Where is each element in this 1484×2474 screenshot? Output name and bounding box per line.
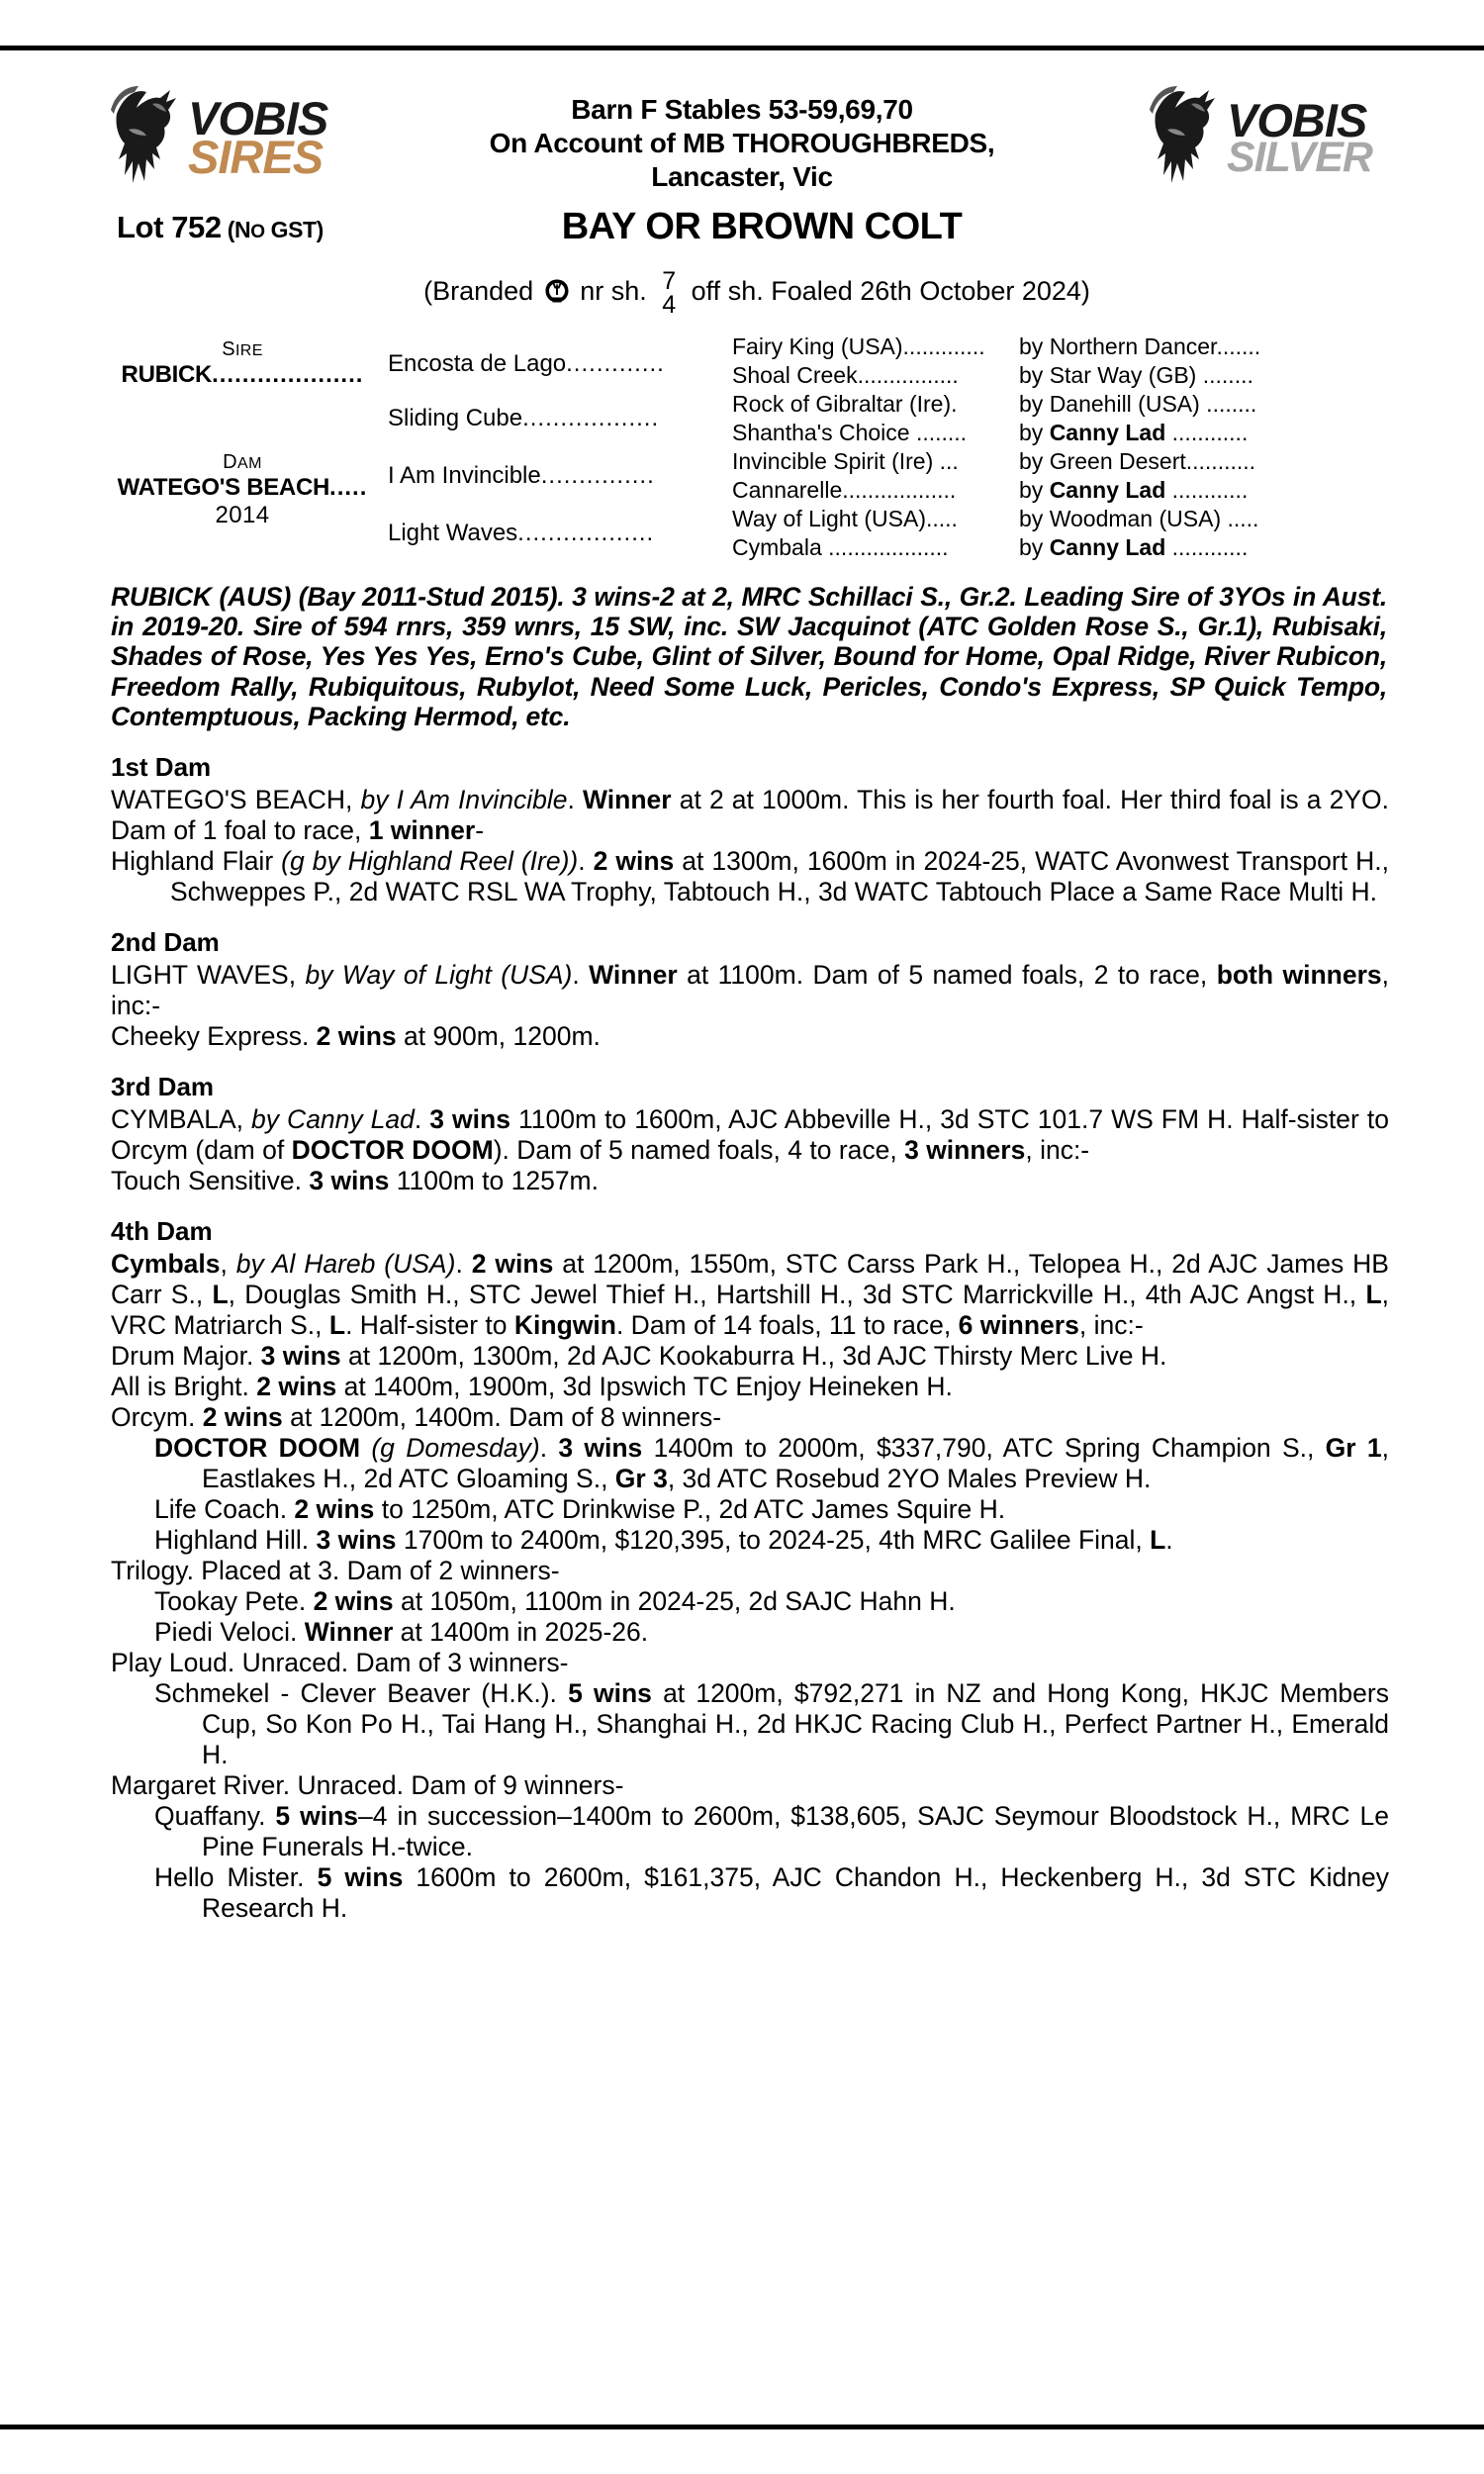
consignor-line-1: Barn F Stables 53-59,69,70 [571,94,913,125]
pedigree-entry: Quaffany. 5 wins–4 in succession–1400m to 2600m, $138,605, SAJC Seymour Bloodstock H., MRC Le Pine Funerals H.-twice. [154,1800,1389,1861]
pedigree-great-grandparent: by Danehill (USA) ........ [1019,390,1257,417]
branded-line [0,269,1484,317]
pedigree-grandparent-name: Cannarelle.................. [732,476,957,503]
vobis-silver-logo [1148,79,1372,198]
pedigree-entry: Cymbals, by Al Hareb (USA). 2 wins at 1200m, 1550m, STC Carss Park H., Telopea H., 2d AJC James HB Carr S., L, Douglas Smith H., STC Jewel Thief H., Hartshill H., 3d STC Marrickville H., 4th AJC Angst H., L, VRC Matriarch S., L. Half-sister to Kingwin. Dam of 14 foals, 11 to race, 6 winners, inc:- [111,1248,1389,1340]
sire-block [109,338,376,389]
pedigree-grandparent-name: Fairy King (USA)............. [732,333,985,359]
dam-section-heading: 4th Dam [111,1215,213,1246]
pedigree-grandparent-name: Invincible Spirit (Ire) ... [732,447,959,474]
sire-summary-paragraph: RUBICK (AUS) (Bay 2011-Stud 2015). 3 wins-2 at 2, MRC Schillaci S., Gr.2. Leading Sire of 3YOs in Aust. in 2019-20. Sire of 594 rnrs, 359 wnrs, 15 SW, inc. SW Jacquinot (ATC Golden Rose S., Gr.1), Rubisaki, Shades of Rose, Yes Yes Yes, Erno's Cube, Glint of Silver, Bound for Home, Opal Ridge, River Rubicon, Freedom Rally, Rubiquitous, Rubylot, Need Some Luck, Pericles, Condo's Express, SP Quick Tempo, Contemptuous, Packing Hermod, etc. [111,581,1387,732]
dam-section [0,1216,1484,1924]
pedigree-parent [388,390,714,447]
pedigree-parents-column [388,331,714,562]
dam-section [0,1072,1484,1196]
pedigree-grandparent [732,390,1365,419]
pedigree-parent-name: Sliding Cube [388,404,523,431]
logo-word-vobis: VOBIS [188,92,328,145]
pedigree-parent-name: I Am Invincible [388,461,541,489]
horse-rider-icon [1148,84,1223,193]
page-content [0,59,1484,1924]
dam-year: 2014 [215,501,270,528]
pedigree-entry: Piedi Veloci. Winner at 1400m in 2025-26. [154,1616,649,1647]
pedigree-entry: Touch Sensitive. 3 wins 1100m to 1257m. [111,1165,599,1195]
pedigree-grandparent-name: Way of Light (USA)..... [732,505,958,531]
bottom-rule [0,2425,1484,2429]
pedigree-entry: Highland Flair (g by Highland Reel (Ire)). 2 wins at 1300m, 1600m in 2024-25, WATC Avonwest Transport H., Schweppes P., 2d WATC RSL WA Trophy, Tabtouch H., 3d WATC Tabtouch Place a Same Race Multi H. [111,845,1389,906]
pedigree-great-grandparent: by Woodman (USA) ..... [1019,505,1259,531]
pedigree-entry: Orcym. 2 wins at 1200m, 1400m. Dam of 8 winners- [111,1401,722,1432]
branded-nr-side: nr sh. [580,275,647,306]
pedigree-great-grandparent: by Northern Dancer....... [1019,333,1261,359]
pedigree-parent [388,338,714,390]
pedigree-grandparent-name: Shoal Creek................ [732,361,959,388]
header [0,59,1484,208]
pedigree-great-grandparent: by Canny Lad ............ [1019,533,1249,560]
pedigree-great-grandparent: by Canny Lad ............ [1019,476,1249,503]
pedigree-entry: Hello Mister. 5 wins 1600m to 2600m, $161,375, AJC Chandon H., Heckenberg H., 3d STC Kidney Research H. [154,1861,1389,1923]
dam-section [0,752,1484,907]
pedigree-great-grandparent: by Canny Lad ............ [1019,419,1249,445]
lot-gst-note: (NO GST) [221,217,324,242]
pedigree-table [0,331,1484,568]
pedigree-grandparent [732,333,1365,361]
page-title: BAY OR BROWN COLT [561,206,963,247]
dam-label: DAM [223,450,262,473]
top-rule [0,46,1484,50]
brand-numerator: 7 [662,267,677,295]
logo-word-silver: SILVER [1227,133,1372,181]
horse-rider-icon [109,84,184,193]
pedigree-parent-name: Light Waves [388,519,518,546]
pedigree-great-grandparent: by Star Way (GB) ........ [1019,361,1253,388]
pedigree-grandparent [732,447,1365,476]
sire-label: SIRE [222,337,263,360]
logo-word-vobis: VOBIS [1227,94,1367,147]
dam-section [0,927,1484,1052]
pedigree-grandparent [732,505,1365,533]
pedigree-entry: Drum Major. 3 wins at 1200m, 1300m, 2d AJC Kookaburra H., 3d AJC Thirsty Merc Live H. [111,1340,1167,1371]
pedigree-entry: Play Loud. Unraced. Dam of 3 winners- [111,1647,569,1677]
pedigree-grandparent-name: Cymbala ................... [732,533,949,560]
pedigree-parent [388,505,714,562]
brand-symbol-icon [544,278,570,304]
branded-suffix: off sh. Foaled 26th October 2024) [691,275,1090,306]
logo-word-sires: SIRES [188,131,324,183]
pedigree-entry: Margaret River. Unraced. Dam of 9 winners- [111,1769,624,1800]
consignor-line-3: Lancaster, Vic [651,161,833,193]
leader-dots: .................. [517,519,655,546]
dam-section-heading: 1st Dam [111,751,212,782]
pedigree-grandparent [732,476,1365,505]
pedigree-entry: Tookay Pete. 2 wins at 1050m, 1100m in 2024-25, 2d SAJC Hahn H. [154,1585,956,1616]
branded-prefix: (Branded [423,275,534,306]
leader-dots: ............. [566,349,665,377]
dam-sections [0,752,1484,1924]
pedigree-entry: All is Bright. 2 wins at 1400m, 1900m, 3d Ipswich TC Enjoy Heineken H. [111,1371,953,1401]
pedigree-grandparent-name: Shantha's Choice ........ [732,419,968,445]
pedigree-grandparent [732,419,1365,447]
leader-dots: ............... [540,461,655,489]
pedigree-entry: CYMBALA, by Canny Lad. 3 wins 1100m to 1600m, AJC Abbeville H., 3d STC 101.7 WS FM H. Half-sister to Orcym (dam of DOCTOR DOOM). Dam of 5 named foals, 4 to race, 3 winners, inc:- [111,1103,1389,1165]
lot-number: Lot 752 [117,210,222,244]
lot-line [0,206,1484,261]
dam-section-heading: 2nd Dam [111,926,220,957]
pedigree-entry: Highland Hill. 3 wins 1700m to 2400m, $120,395, to 2024-25, 4th MRC Galilee Final, L. [154,1524,1173,1555]
pedigree-entry: WATEGO'S BEACH, by I Am Invincible. Winner at 2 at 1000m. This is her fourth foal. Her third foal is a 2YO. Dam of 1 foal to race, 1 winner- [111,784,1390,845]
pedigree-entry: Life Coach. 2 wins to 1250m, ATC Drinkwise P., 2d ATC James Squire H. [154,1493,1006,1524]
sire-name: RUBICK.................... [121,360,364,388]
pedigree-grandparent-name: Rock of Gibraltar (Ire). [732,390,958,417]
pedigree-entry: Trilogy. Placed at 3. Dam of 2 winners- [111,1555,560,1585]
pedigree-parent [388,447,714,505]
pedigree-great-grandparent: by Green Desert........... [1019,447,1256,474]
consignor-block [376,93,1108,194]
pedigree-grandparent [732,533,1365,562]
dam-section-heading: 3rd Dam [111,1071,215,1101]
pedigree-grandparent [732,361,1365,390]
pedigree-entry: Cheeky Express. 2 wins at 900m, 1200m. [111,1020,601,1051]
pedigree-entry: DOCTOR DOOM (g Domesday). 3 wins 1400m to 2000m, $337,790, ATC Spring Champion S., Gr 1, Eastlakes H., 2d ATC Gloaming S., Gr 3, 3d ATC Rosebud 2YO Males Preview H. [154,1432,1389,1493]
pedigree-grandparents-column [732,333,1365,562]
dam-block [99,451,386,529]
pedigree-parent-name: Encosta de Lago [388,349,567,377]
pedigree-entry: LIGHT WAVES, by Way of Light (USA). Winner at 1100m. Dam of 5 named foals, 2 to race, both winners, inc:- [111,959,1389,1020]
vobis-sires-logo [109,79,328,198]
consignor-line-2: On Account of MB THOROUGHBREDS, [489,128,995,159]
brand-fraction [662,267,677,319]
leader-dots: .................. [522,404,660,431]
pedigree-entry: Schmekel - Clever Beaver (H.K.). 5 wins at 1200m, $792,271 in NZ and Hong Kong, HKJC Members Cup, So Kon Po H., Tai Hang H., Shanghai H., 2d HKJC Racing Club H., Perfect Partner H., Emerald H. [154,1677,1389,1769]
brand-denominator: 4 [662,290,677,319]
dam-name: WATEGO'S BEACH..... [117,473,368,501]
